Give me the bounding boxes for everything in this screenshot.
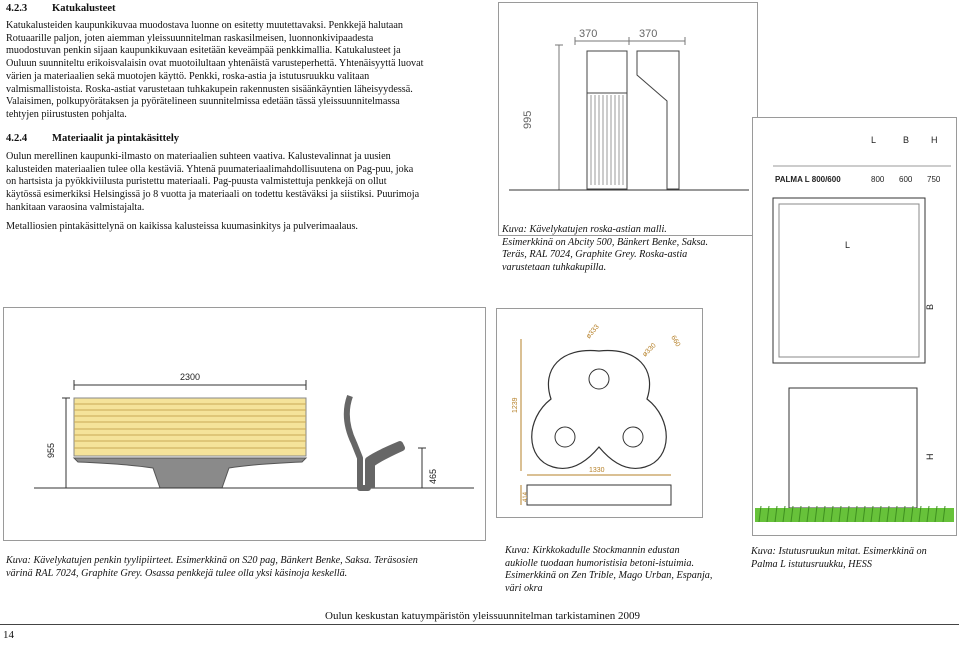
seat-dim-b: 414 <box>523 491 529 502</box>
caption-line: Kuva: Kävelykatujen roska-astian malli. <box>502 224 667 235</box>
planter-drawing <box>752 117 957 536</box>
caption-line: Kuva: Kirkkokadulle Stockmannin edustan <box>505 545 680 556</box>
text-line: muodostuvan penkin sijaan kaupunkikuvaan esitetään keveämpää penkkimallia. Katukalusteet ja <box>6 45 401 57</box>
bench-seat-height-label: 465 <box>428 468 438 484</box>
planter-size-h: 750 <box>927 175 941 184</box>
seat-dim-d3: 660 <box>669 334 682 349</box>
section-number: 4.2.3 <box>6 3 28 14</box>
bench-drawing <box>3 307 486 541</box>
caption-line: Esimerkkinä on Abcity 500, Bänkert Benke, Saksa. <box>502 236 709 248</box>
caption-line: varustetaan tuhkakupilla. <box>502 261 607 273</box>
planter-col-h: H <box>931 135 938 145</box>
text-line: Valaisimen, polkupyörätaksen ja pyörätelineen suunnitelmissa edetään tässä yleissuunnitelmassa <box>6 96 400 108</box>
seat-dim-d2: ø330 <box>641 342 658 359</box>
concrete-seat-drawing <box>496 308 703 518</box>
text-line: Ouluun suunniteltu erikoisvalaisin ovat muotoilultaan yhtenäistä varusteperhettä. Yhtenäisyyttä luovat <box>6 58 424 70</box>
materials-paragraph <box>6 151 486 215</box>
text-line: kalusteiden materiaalien tulee olla kestäviä. Yhtenä puumateriaalimahdollisuutena on Pag-puu, joka <box>6 163 414 175</box>
planter-top-b: B <box>925 303 935 310</box>
footer-rule <box>0 624 959 625</box>
text-line: Katukalusteiden kaupunkikuvaa muodostava luonne on esitetty muutettavaksi. Penkkejä halutaan <box>6 20 403 31</box>
planter-size-b: 600 <box>899 175 913 184</box>
planter-caption <box>751 546 927 571</box>
caption-line: väri okra <box>505 582 543 594</box>
bench-height-label: 955 <box>46 442 56 458</box>
caption-line: Kuva: Istutusruukun mitat. Esimerkkinä on <box>751 546 927 557</box>
text-line: hankitaan varaosina valmistajalta. <box>6 201 145 213</box>
planter-model: PALMA L 800/600 <box>775 175 841 184</box>
caption-line: Kuva: Kävelykatujen penkin tyylipiirteet. Esimerkkinä on S20 pag, Bänkert Benke, Saksa. Teräsosien <box>6 555 418 566</box>
surface-treatment-text: Metalliosien pintakäsittelynä on kaikissa kalusteissa kuumasinkitys ja pulverimaalaus. <box>6 221 358 232</box>
caption-line: Teräs, RAL 7024, Graphite Grey. Roska-astia <box>502 249 688 261</box>
waste-bin-caption <box>502 224 708 274</box>
page-number: 14 <box>3 629 14 641</box>
text-line: käytössä esimerkiksi Helsingissä jo 8 vuotta ja materiaali on todettu kestäväksi ja siistiksi. Puurimoja <box>6 189 420 201</box>
seat-dim-h: 1239 <box>512 397 519 413</box>
caption-line: värinä RAL 7024, Graphite Grey. Osassa penkkejä tulee olla yksi käsinoja keskellä. <box>6 567 348 579</box>
bin-dim-a: 370 <box>579 28 598 40</box>
planter-col-l: L <box>871 135 877 145</box>
planter-col-b: B <box>903 135 910 145</box>
waste-bin-drawing <box>498 2 758 236</box>
bin-height-label: 995 <box>522 110 534 129</box>
text-line: valmismallistoista. Roska-astiat varustetaan tuhkakupein rakennusten sisäänkäyntien läheisyydessä. <box>6 83 413 95</box>
footer-title: Oulun keskustan katuympäristön yleissuunnitelman tarkistaminen 2009 <box>325 610 640 622</box>
text-line: Rotuaarille paljon, joten aiemman yleissuunnitelman raskasilmeisen, luonnonkivipaadesta <box>6 32 374 44</box>
planter-size-l: 800 <box>871 175 885 184</box>
intro-paragraph <box>6 20 486 122</box>
planter-top-l: L <box>845 240 851 250</box>
text-line: tehtyjen piirustusten pohjalta. <box>6 108 127 120</box>
planter-side-h: H <box>925 453 935 460</box>
section2-title: Materiaalit ja pintakäsittely <box>52 133 180 144</box>
section2-number: 4.2.4 <box>6 133 28 144</box>
text-line: värien ja materiaalien sekä muotojen käyttö. Penkki, roska-astia ja istutusruukku valitaan <box>6 70 370 82</box>
text-line: on hartsista ja pyökkiviilusta puristettu materiaali. Pag-puusta valmistettuja penkkejä on ollut <box>6 176 387 188</box>
seat-dim-d1: ø333 <box>585 323 601 341</box>
bench-svg <box>4 308 485 540</box>
text-line: Oulun merellinen kaupunki-ilmasto on materiaalien suhteen vaativa. Kalustevalinnat ja uusien <box>6 151 391 162</box>
seat-dim-w: 1330 <box>589 467 605 474</box>
caption-line: Palma L istutusruukku, HESS <box>751 558 872 570</box>
bench-caption <box>6 555 418 580</box>
concrete-seat-svg <box>497 309 702 517</box>
bin-dim-b: 370 <box>639 28 658 40</box>
bench-length-label: 2300 <box>180 372 201 382</box>
waste-bin-svg <box>499 3 757 235</box>
section-title: Katukalusteet <box>52 3 116 14</box>
concrete-seat-caption <box>505 545 712 595</box>
caption-line: aukiolle tuodaan humoristisia betoni-istuimia. <box>505 557 695 569</box>
caption-line: Esimerkkinä on Zen Trible, Mago Urban, Espanja, <box>505 570 713 582</box>
planter-svg <box>753 118 956 535</box>
